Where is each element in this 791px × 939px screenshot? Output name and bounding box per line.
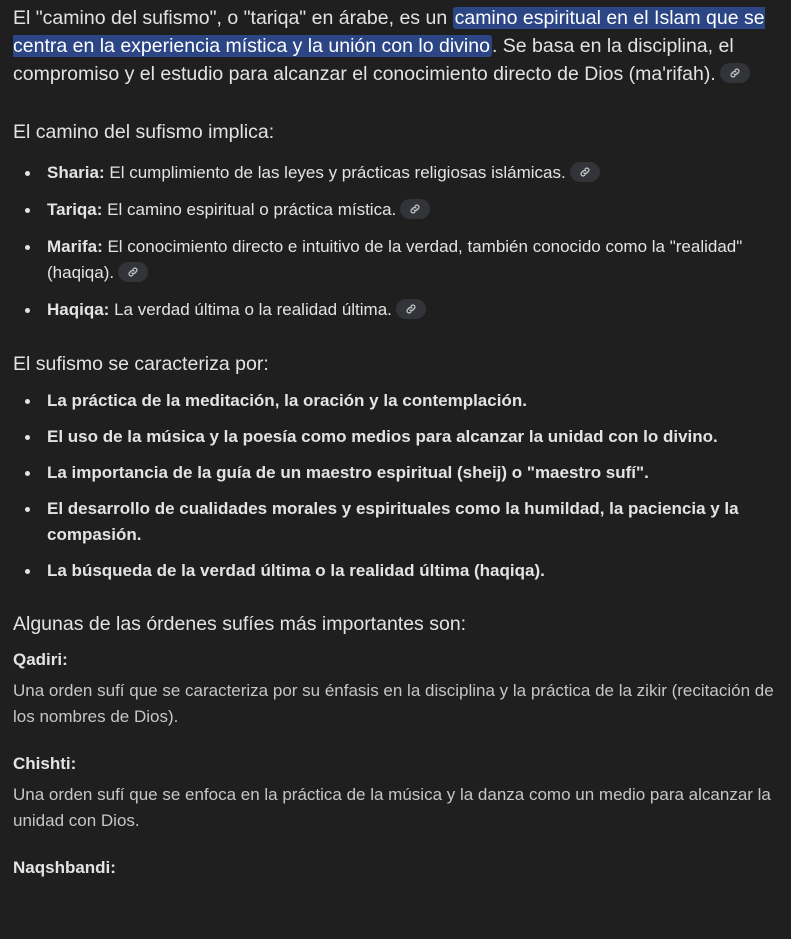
- traits-section-title: El sufismo se caracteriza por:: [13, 353, 269, 375]
- intro-text-after: . Se basa en la disciplina, el compromiso y el estudio para alcanzar el conocimiento directo de Dios (ma'rifah).: [13, 35, 734, 85]
- list-item-term: Marifa:: [47, 237, 103, 256]
- link-icon: [579, 166, 591, 178]
- list-item: El uso de la música y la poesía como medios para alcanzar la unidad con lo divino.: [47, 424, 783, 450]
- order-name: Chishti:: [13, 754, 77, 773]
- list-item: [47, 234, 783, 286]
- source-link-chip[interactable]: [720, 63, 750, 83]
- source-link-chip[interactable]: [570, 162, 600, 182]
- list-item-text: El cumplimiento de las leyes y prácticas religiosas islámicas.: [104, 163, 566, 182]
- order-name: Naqshbandi:: [13, 858, 116, 877]
- list-item-term: Haqiqa:: [47, 300, 110, 319]
- link-icon: [405, 303, 417, 315]
- order-name: Qadiri:: [13, 650, 68, 669]
- list-item-text: La verdad última o la realidad última.: [109, 300, 392, 319]
- path-section-title: El camino del sufismo implica:: [13, 121, 275, 143]
- list-item-text: El conocimiento directo e intuitivo de la verdad, también conocido como la "realidad" (haqiqa).: [47, 237, 743, 282]
- traits-list: [13, 388, 783, 584]
- response-content: [13, 4, 783, 880]
- list-item-term: Tariqa:: [47, 200, 103, 219]
- source-link-chip[interactable]: [396, 299, 426, 319]
- orders-section-title: Algunas de las órdenes sufíes más importantes son:: [13, 613, 467, 635]
- list-item: La búsqueda de la verdad última o la realidad última (haqiqa).: [47, 558, 783, 584]
- list-item: El desarrollo de cualidades morales y espirituales como la humildad, la paciencia y la compasión.: [47, 496, 783, 548]
- path-list: [13, 160, 783, 323]
- list-item: [47, 297, 783, 323]
- list-item: La práctica de la meditación, la oración y la contemplación.: [47, 388, 783, 414]
- link-icon: [729, 67, 741, 79]
- source-link-chip[interactable]: [400, 199, 430, 219]
- intro-text-before: El "camino del sufismo", o "tariqa" en árabe, es un: [13, 7, 453, 29]
- list-item: [47, 160, 783, 186]
- list-item-term: Sharia:: [47, 163, 105, 182]
- intro-highlighted-text[interactable]: camino espiritual en el Islam que se centra en la experiencia mística y la unión con lo divino: [13, 7, 765, 57]
- order-description: Una orden sufí que se enfoca en la práctica de la música y la danza como un medio para alcanzar la unidad con Dios.: [13, 785, 771, 830]
- list-item-text: El camino espiritual o práctica mística.: [102, 200, 397, 219]
- source-link-chip[interactable]: [118, 262, 148, 282]
- link-icon: [127, 266, 139, 278]
- link-icon: [409, 203, 421, 215]
- order-description: Una orden sufí que se caracteriza por su énfasis en la disciplina y la práctica de la zikir (recitación de los nombres de Dios).: [13, 681, 774, 726]
- list-item: [47, 197, 783, 223]
- intro-paragraph: [13, 4, 783, 88]
- list-item: La importancia de la guía de un maestro espiritual (sheij) o "maestro sufí".: [47, 460, 783, 486]
